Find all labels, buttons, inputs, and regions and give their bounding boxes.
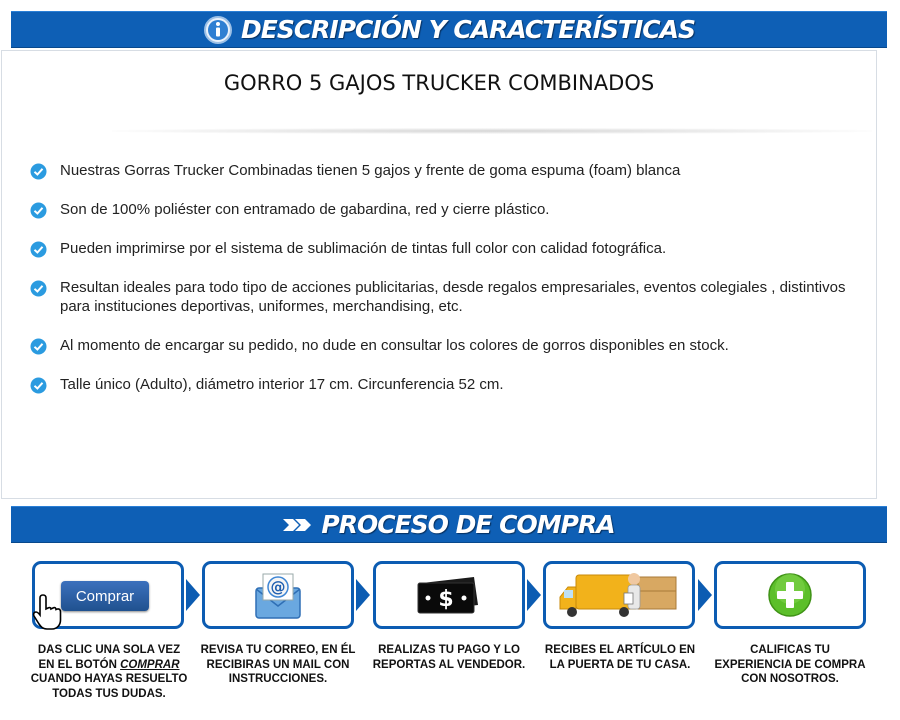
step-arrow [527, 579, 541, 611]
email-icon [248, 566, 308, 624]
check-icon [30, 280, 47, 297]
feature-item [30, 161, 860, 180]
feature-list [30, 161, 860, 414]
step-arrow [698, 579, 712, 611]
step-arrow [186, 579, 200, 611]
step-4-box [543, 561, 695, 629]
product-title: GORRO 5 GAJOS TRUCKER COMBINADOS [223, 71, 655, 95]
svg-text:@: @ [270, 578, 286, 596]
description-banner [11, 11, 887, 48]
process-banner-title: PROCESO DE COMPRA [321, 510, 615, 539]
step-1-caption: DAS CLIC UNA SOLA VEZ EN EL BOTÓN COMPRAR CUANDO HAYAS RESUELTO TODAS TUS DUDAS. [30, 644, 188, 700]
check-icon [30, 377, 47, 394]
step-1-box [32, 561, 184, 629]
process-banner [11, 506, 887, 543]
feature-text: Al momento de encargar su pedido, no dude en consultar los colores de gorros disponibles en stock. [60, 337, 729, 354]
feature-item [30, 336, 860, 355]
step-4-caption: RECIBES EL ARTÍCULO EN LA PUERTA DE TU CASA. [544, 644, 696, 671]
svg-text:$: $ [438, 587, 454, 612]
feature-item [30, 278, 860, 316]
description-card [1, 50, 877, 499]
feature-text: Son de 100% poliéster con entramado de gabardina, red y cierre plástico. [60, 201, 550, 218]
check-icon [30, 163, 47, 180]
comprar-button[interactable]: Comprar [61, 581, 149, 611]
check-icon [30, 338, 47, 355]
comprar-emphasis: COMPRAR [120, 658, 180, 671]
step-2-box [202, 561, 354, 629]
feature-text: Resultan ideales para todo tipo de acciones publicitarias, desde regalos empresariales, eventos colegiales , distintivos para instituciones deportivas, uniformes, merchandising, etc. [60, 279, 846, 315]
feature-text: Nuestras Gorras Trucker Combinadas tienen 5 gajos y frente de goma espuma (foam) blanca [60, 162, 681, 179]
plus-icon [767, 572, 813, 618]
step-3-caption: REALIZAS TU PAGO Y LO REPORTAS AL VENDEDOR. [372, 644, 526, 671]
step-2-caption: REVISA TU CORREO, EN ÉL RECIBIRAS UN MAIL CON INSTRUCCIONES. [200, 644, 356, 685]
step-5-box [714, 561, 866, 629]
feature-item [30, 239, 860, 258]
double-chevron-icon [283, 517, 313, 533]
hand-cursor-icon [32, 592, 62, 632]
title-divider [112, 128, 872, 134]
money-icon [416, 573, 482, 617]
step-5-caption: CALIFICAS TU EXPERIENCIA DE COMPRA CON NOSOTROS. [714, 644, 866, 685]
delivery-truck-icon [554, 565, 684, 625]
purchase-steps [30, 561, 870, 631]
feature-item [30, 375, 860, 394]
feature-item [30, 200, 860, 219]
check-icon [30, 202, 47, 219]
description-banner-title: DESCRIPCIÓN Y CARACTERÍSTICAS [240, 15, 695, 44]
step-arrow [356, 579, 370, 611]
feature-text: Pueden imprimirse por el sistema de sublimación de tintas full color con calidad fotográfica. [60, 240, 667, 257]
step-3-box [373, 561, 525, 629]
feature-text: Talle único (Adulto), diámetro interior 17 cm. Circunferencia 52 cm. [60, 376, 504, 393]
info-icon [203, 15, 233, 45]
check-icon [30, 241, 47, 258]
